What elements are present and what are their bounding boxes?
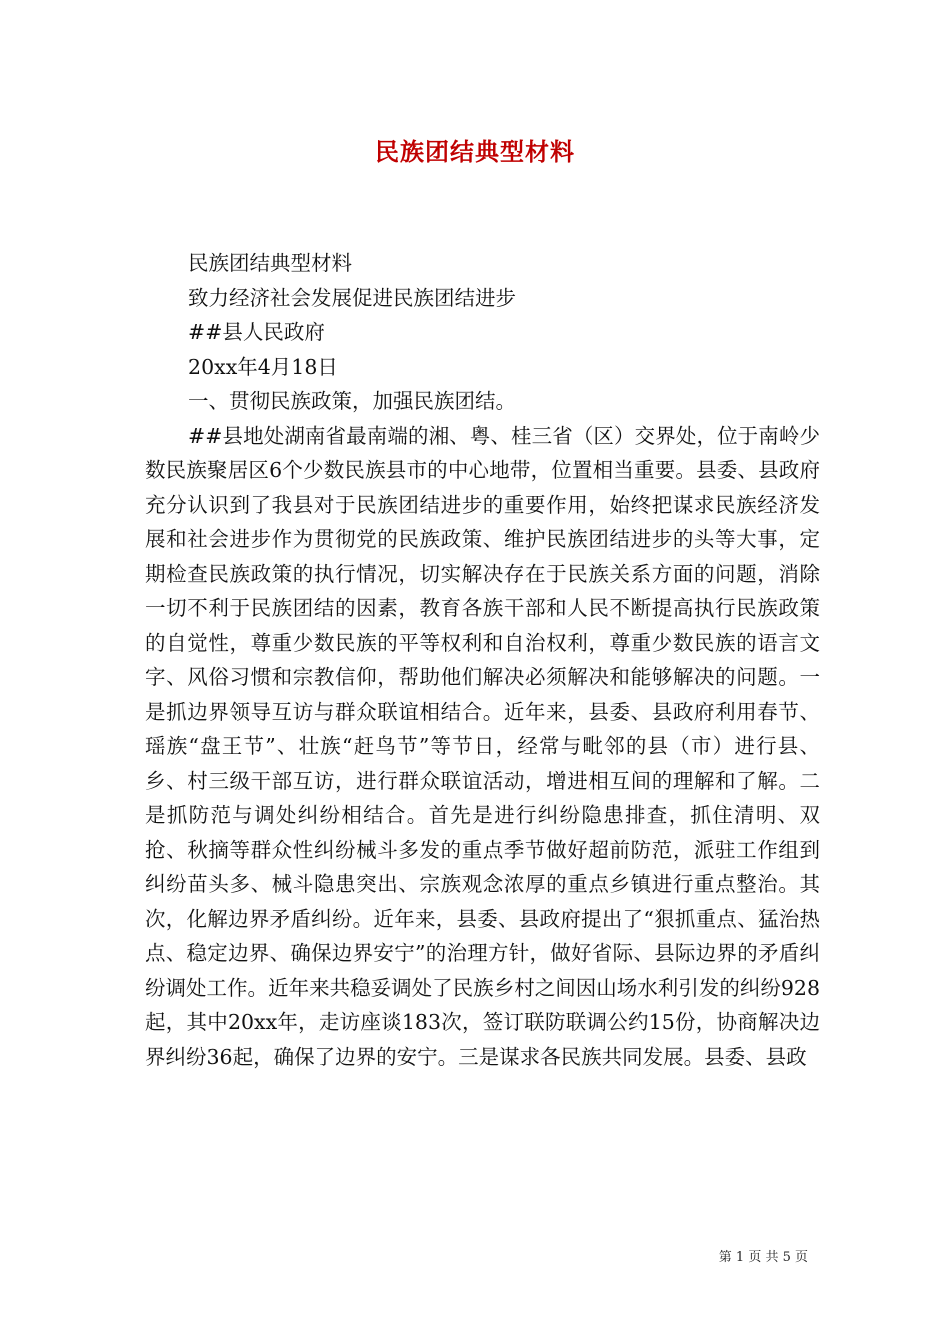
paragraph-subtitle: 民族团结典型材料 (188, 251, 353, 275)
paragraph-date: 20xx年4月18日 (188, 354, 338, 379)
document-body (145, 246, 820, 1074)
paragraph-theme: 致力经济社会发展促进民族团结进步 (188, 285, 517, 310)
section-heading: 一、贯彻民族政策，加强民族团结。 (188, 389, 517, 413)
page-number: 第 1 页 共 5 页 (718, 1250, 808, 1265)
paragraph-body: ##县地处湖南省最南端的湘、粤、桂三省（区）交界处，位于南岭少数民族聚居区6个少数民族县市的中心地带，位置相当重要。县委、县政府充分认识到了我县对于民族团结进步的重要作用，始终把谋求民族经济发展和社会进步作为贯彻党的民族政策、维护民族团结进步的头等大事，定期检查民族政策的执行情况，切实解决存在于民族关系方面的问题，消除一切不利于民族团结的因素，教育各族干部和人民不断提高执行民族政策的自觉性，尊重少数民族的平等权利和自治权利，尊重少数民族的语言文字、风俗习惯和宗教信仰，帮助他们解决必须解决和能够解决的问题。一是抓边界领导互访与群众联谊相结合。近年来，县委、县政府利用春节、瑶族“盘王节”、壮族“赶鸟节”等节日，经常与毗邻的县（市）进行县、乡、村三级干部互访，进行群众联谊活动，增进相互间的理解和了解。二是抓防范与调处纠纷相结合。首先是进行纠纷隐患排查，抓住清明、双抢、秋摘等群众性纠纷械斗多发的重点季节做好超前防范，派驻工作组到纠纷苗头多、械斗隐患突出、宗族观念浓厚的重点乡镇进行重点整治。其次，化解边界矛盾纠纷。近年来，县委、县政府提出了“狠抓重点、猛治热点、稳定边界、确保边界安宁”的治理方针，做好省际、县际边界的矛盾纠纷调处工作。近年来共稳妥调处了民族乡村之间因山场水利引发的纠纷928起，其中20xx年，走访座谈183次，签订联防联调公约15份，协商解决边界纠纷36起，确保了边界的安宁。三是谋求各民族共同发展。县委、县政 (145, 423, 820, 1069)
paragraph-author: ##县人民政府 (188, 320, 325, 344)
document-title: 民族团结典型材料 (375, 137, 575, 166)
